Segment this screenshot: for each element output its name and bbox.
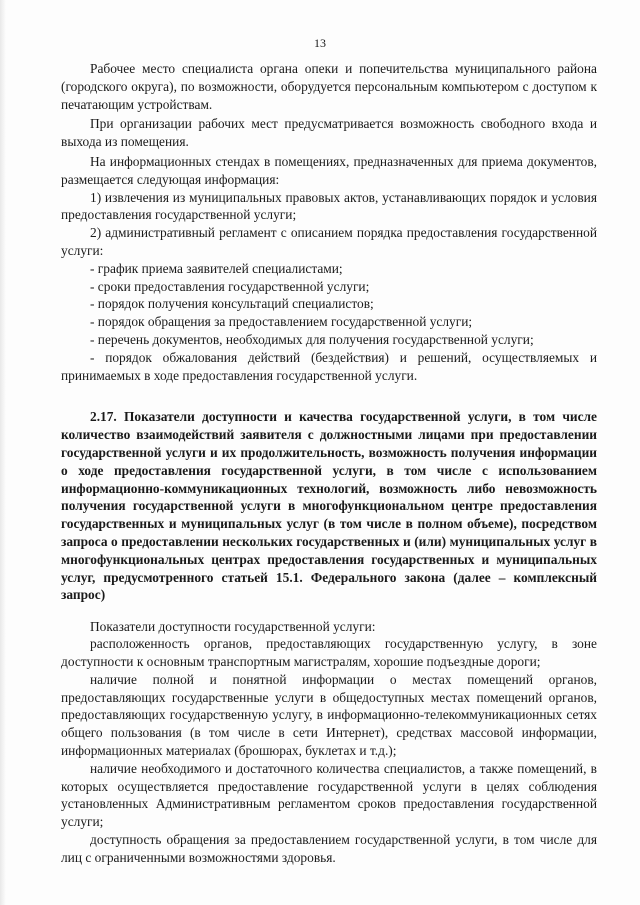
bullet-item: - график приема заявителей специалистами; [90,260,343,276]
paragraph: наличие полной и понятной информации о местах помещений органов, предоставляющих государственные услуги в общедоступных местах помещений органов, предоставляющих государственную услугу, в информационно-телекоммуникационных сетях общего пользования (в том числе в сети Интернет), средствах массовой информации, информационных материалах (брошюрах, буклетах и т.д.); [61,671,597,759]
section-heading: 2.17. Показатели доступности и качества государственной услуги, в том числе количество взаимодействий заявителя с должностными лицами при предоставлении государственной услуги и их продолжительность, возможность получения информации о ходе предоставления государственной услуги, в том числе с использованием информационно-коммуникационных технологий, возможность либо невозможность получения государственной услуги в многофункциональном центре предоставления государственных и муниципальных услуг (в том числе в полном объеме), посредством запроса о предоставлении нескольких государственных и (или) муниципальных услуг в многофункциональных центрах предоставления государственных и муниципальных услуг, предусмотренного статьей 15.1. Федерального закона (далее – комплексный запрос) [61,409,597,603]
bullet-item: - порядок обжалования действий (бездействия) и решений, осуществляемых и принимаемых в ходе предоставления государственной услуги. [61,349,597,383]
paragraph: наличие необходимого и достаточного количества специалистов, а также помещений, в которых осуществляется предоставление государственной услуги в целях соблюдения установленных Административным регламентом сроков предоставления государственной услуги; [61,760,597,830]
paragraph: При организации рабочих мест предусматривается возможность свободного входа и выхода из помещения. [61,116,597,150]
bullet-item: - порядок обращения за предоставлением государственной услуги; [90,314,473,330]
paragraph: Показатели доступности государственной услуги: [90,618,376,634]
paragraph: доступность обращения за предоставлением государственной услуги, в том числе для лиц с ограниченными возможностями здоровья. [61,832,597,865]
scan-edge [0,0,6,905]
paragraph: расположенность органов, предоставляющих государственную услугу, в зоне доступности к основным транспортным магистралям, хорошие подъездные дороги; [61,636,597,670]
paragraph: На информационных стендах в помещениях, предназначенных для приема документов, размещается следующая информация: [61,153,597,187]
bullet-item: - порядок получения консультаций специалистов; [90,296,374,312]
bullet-item: - сроки предоставления государственной услуги; [90,278,370,294]
list-item: 2) административный регламент с описанием порядка предоставления государственной услуги: [61,225,597,258]
bullet-item: - перечень документов, необходимых для получения государственной услуги; [90,331,534,347]
paragraph: Рабочее место специалиста органа опеки и попечительства муниципального района (городского округа), по возможности, оборудуется персональным компьютером с доступом к печатающим устройствам. [61,61,597,112]
list-item: 1) извлечения из муниципальных правовых актов, устанавливающих порядок и условия предоставления государственной услуги; [61,189,597,223]
page-number: 13 [314,36,326,50]
page-content [61,60,597,867]
